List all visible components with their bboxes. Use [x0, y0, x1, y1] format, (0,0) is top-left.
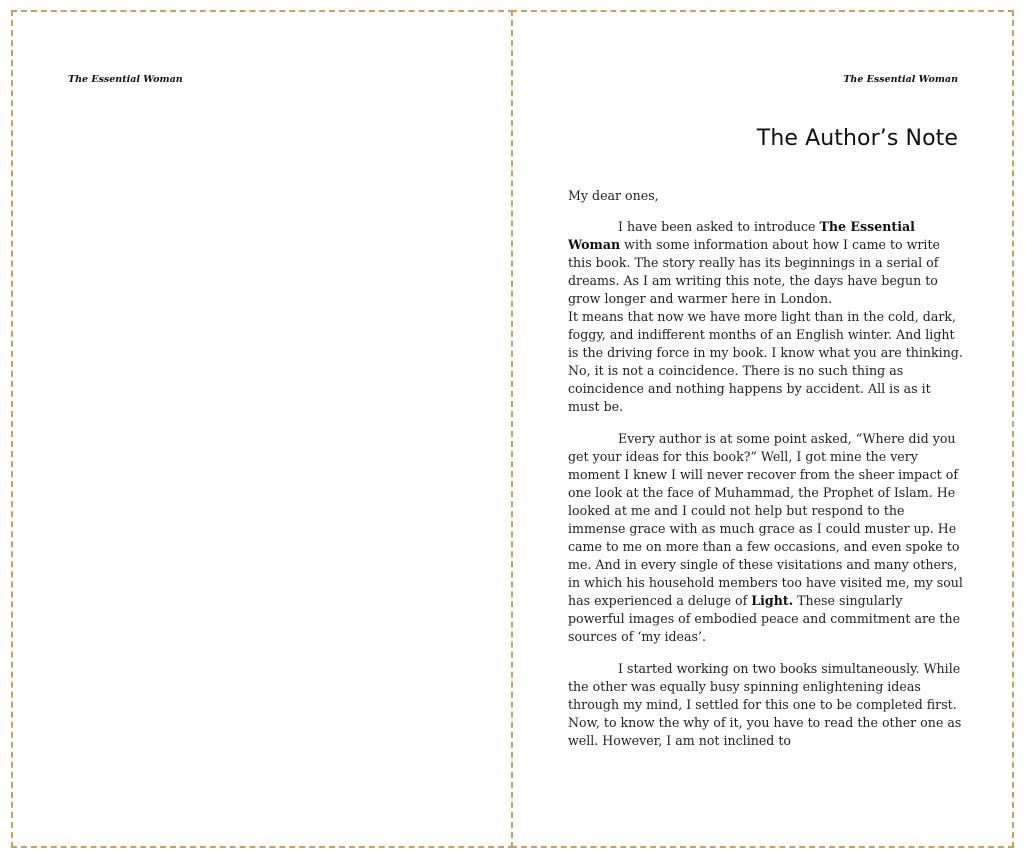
running-header-left: The Essential Woman — [68, 74, 183, 85]
paragraph-1-text-c: with some information about how I came to write this book. The story really has its beginnings in a serial of dreams. As I am writing this note, the days have begun to grow longer and warmer here in London. — [568, 237, 940, 306]
light-bold: Light. — [751, 593, 794, 608]
left-page — [11, 10, 514, 848]
paragraph-1-text-d: It means that now we have more light than in the cold, dark, foggy, and indifferent months of an English winter. And light is the driving force in my book. I know what you are thinking. No, it is not a coincidence. There is no such thing as coincidence and nothing happens by accident. All is as it must be. — [568, 309, 963, 414]
right-page — [511, 10, 1014, 848]
paragraph-1 — [568, 218, 963, 416]
chapter-title: The Author’s Note — [756, 126, 958, 151]
paragraph-3-text-a: I started working on two books simultaneously. While the other was equally busy spinning enlightening ideas through my mind, I settled for this one to be completed first. Now, to know the why of it, you have to read the other one as well. However, I am not inclined to — [568, 661, 962, 748]
paragraph-2 — [568, 430, 963, 646]
body-text — [568, 187, 963, 764]
paragraph-2-text-c: These singularly powerful images of embodied peace and commitment are the sources of ‘my ideas’. — [568, 593, 961, 644]
paragraph-1-text-a: I have been asked to introduce — [618, 219, 820, 234]
running-header-right: The Essential Woman — [843, 74, 958, 85]
paragraph-2-text-a: Every author is at some point asked, “Where did you get your ideas for this book?” Well, I got mine the very moment I knew I will never recover from the sheer impact of one look at the face of Muhammad, the Prophet of Islam. He looked at me and I could not help but respond to the immense grace with as much grace as I could muster up. He came to me on more than a few occasions, and even spoke to me. And in every single of these visitations and many others, in which his household members too have visited me, my soul has experienced a deluge of — [568, 431, 963, 608]
salutation: My dear ones, — [568, 188, 659, 203]
paragraph-3 — [568, 660, 963, 750]
book-title-bold: The Essential Woman — [568, 219, 915, 252]
